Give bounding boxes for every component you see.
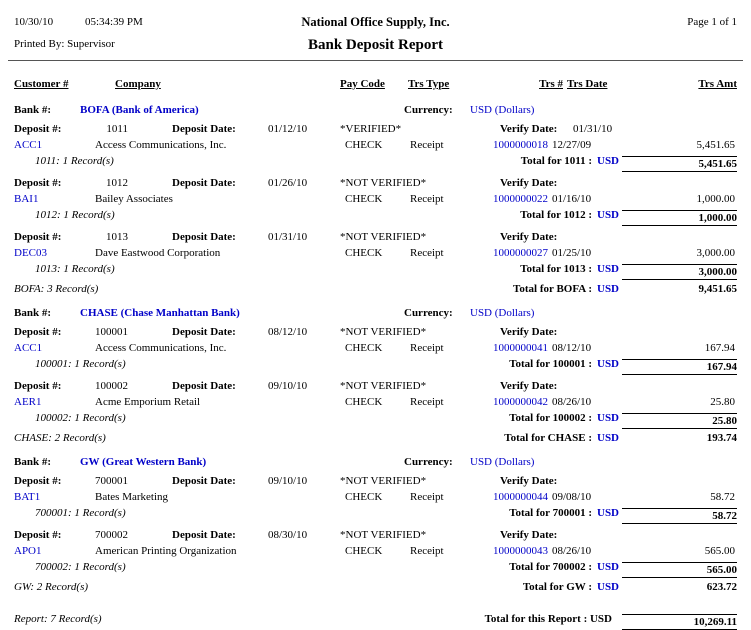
deposit-number: 1012: [106, 177, 128, 189]
deposit-label: Deposit #:: [14, 380, 62, 392]
bank-record-count: GW: 2 Record(s): [14, 581, 89, 593]
transaction-row: [0, 193, 751, 209]
trs-number-value: 1000000022: [493, 193, 548, 205]
trs-number-value: 1000000041: [493, 342, 548, 354]
header-divider: [8, 60, 743, 61]
deposit-date: 09/10/10: [268, 475, 308, 487]
trs-date-value: 01/16/10: [552, 193, 592, 205]
printed-by: Printed By: Supervisor: [14, 38, 115, 50]
report-total-label: Total for this Report : USD: [484, 613, 612, 625]
deposit-subtotal-row: [0, 412, 751, 431]
report-print-time: 05:34:39 PM: [85, 16, 143, 28]
transaction-row: [0, 545, 751, 561]
page-indicator: Page 1 of 1: [687, 16, 737, 28]
deposit-total-label: Total for 700002 :: [509, 561, 592, 573]
deposit-header-row: [0, 380, 751, 396]
customer-company: American Printing Organization: [95, 545, 237, 557]
deposit-total-amount: 5,451.65: [622, 156, 737, 172]
report-record-count: Report: 7 Record(s): [14, 613, 102, 625]
deposit-date-label: Deposit Date:: [172, 380, 236, 392]
deposit-record-count: 100002: 1 Record(s): [35, 412, 126, 424]
deposit-total-label: Total for 100001 :: [509, 358, 592, 370]
report-total-amount: 10,269.11: [622, 614, 737, 630]
deposit-header-row: [0, 177, 751, 193]
deposit-date-label: Deposit Date:: [172, 326, 236, 338]
trs-amount-value: 25.80: [710, 396, 735, 408]
trs-date-value: 08/12/10: [552, 342, 592, 354]
transaction-row: [0, 139, 751, 155]
bank-record-count: BOFA: 3 Record(s): [14, 283, 99, 295]
verify-status: *VERIFIED*: [340, 123, 402, 135]
deposit-header-row: [0, 475, 751, 491]
deposit-number: 100001: [95, 326, 128, 338]
deposit-date-label: Deposit Date:: [172, 231, 236, 243]
currency-value: USD (Dollars): [470, 307, 535, 319]
company-name: National Office Supply, Inc.: [301, 15, 450, 29]
trs-number-value: 1000000042: [493, 396, 548, 408]
deposit-record-count: 100001: 1 Record(s): [35, 358, 126, 370]
deposit-number: 1011: [106, 123, 128, 135]
deposit-subtotal-row: [0, 507, 751, 526]
bank-total-amount: 193.74: [706, 432, 737, 444]
deposit-date: 09/10/10: [268, 380, 308, 392]
total-currency-code: USD: [597, 561, 620, 573]
deposit-label: Deposit #:: [14, 123, 62, 135]
deposit-date-label: Deposit Date:: [172, 177, 236, 189]
currency-label: Currency:: [404, 307, 453, 319]
total-currency-code: USD: [597, 209, 620, 221]
report-title: Bank Deposit Report: [307, 37, 443, 53]
transaction-row: [0, 491, 751, 507]
deposit-number: 1013: [106, 231, 128, 243]
deposit-subtotal-row: [0, 561, 751, 580]
trs-date-value: 08/26/10: [552, 545, 592, 557]
bank-total-label: Total for GW :: [522, 581, 592, 593]
deposit-total-amount: 25.80: [622, 413, 737, 429]
deposit-subtotal-row: [0, 155, 751, 174]
verify-date-label: Verify Date:: [500, 475, 558, 487]
deposit-total-amount: 167.94: [622, 359, 737, 375]
trs-type-value: Receipt: [410, 545, 444, 557]
deposit-label: Deposit #:: [14, 231, 62, 243]
customer-code: APO1: [14, 545, 42, 557]
report-print-date: 10/30/10: [14, 16, 54, 28]
customer-code: BAI1: [14, 193, 39, 205]
total-currency-code: USD: [597, 412, 620, 424]
total-currency-code: USD: [597, 283, 620, 295]
trs-amount-value: 3,000.00: [696, 247, 735, 259]
customer-code: BAT1: [14, 491, 41, 503]
bank-label: Bank #:: [14, 104, 51, 116]
total-currency-code: USD: [597, 358, 620, 370]
deposit-total-amount: 3,000.00: [622, 264, 737, 280]
customer-code: ACC1: [14, 342, 43, 354]
verify-date-label: Verify Date:: [500, 177, 558, 189]
deposit-total-amount: 58.72: [622, 508, 737, 524]
trs-type-value: Receipt: [410, 396, 444, 408]
bank-header-row: [0, 104, 751, 120]
deposit-total-amount: 565.00: [622, 562, 737, 578]
deposit-date: 08/30/10: [268, 529, 308, 541]
pay-code-value: CHECK: [345, 491, 383, 503]
trs-type-value: Receipt: [410, 247, 444, 259]
trs-number-value: 1000000043: [493, 545, 548, 557]
verify-date-label: Verify Date:: [500, 380, 558, 392]
deposit-total-label: Total for 700001 :: [509, 507, 592, 519]
total-currency-code: USD: [597, 581, 620, 593]
verify-status: *NOT VERIFIED*: [340, 231, 427, 243]
trs-amount-value: 1,000.00: [696, 193, 735, 205]
deposit-header-row: [0, 123, 751, 139]
deposit-label: Deposit #:: [14, 475, 62, 487]
deposit-total-label: Total for 100002 :: [509, 412, 592, 424]
verify-date-label: Verify Date:: [500, 326, 558, 338]
customer-company: Access Communications, Inc.: [95, 139, 227, 151]
total-currency-code: USD: [597, 507, 620, 519]
deposit-date-label: Deposit Date:: [172, 475, 236, 487]
transaction-row: [0, 342, 751, 358]
col-trs-type: Trs Type: [408, 78, 450, 90]
pay-code-value: CHECK: [345, 342, 383, 354]
deposit-date-label: Deposit Date:: [172, 123, 236, 135]
currency-label: Currency:: [404, 104, 453, 116]
deposit-subtotal-row: [0, 209, 751, 228]
verify-date-label: Verify Date:: [500, 231, 558, 243]
bank-name: CHASE (Chase Manhattan Bank): [80, 307, 240, 319]
currency-value: USD (Dollars): [470, 456, 535, 468]
deposit-record-count: 700002: 1 Record(s): [35, 561, 126, 573]
bank-label: Bank #:: [14, 307, 51, 319]
trs-date-value: 12/27/09: [552, 139, 592, 151]
customer-code: AER1: [14, 396, 42, 408]
col-trs-amount: Trs Amt: [698, 78, 737, 90]
verify-status: *NOT VERIFIED*: [340, 177, 427, 189]
deposit-number: 700001: [95, 475, 128, 487]
pay-code-value: CHECK: [345, 247, 383, 259]
bank-name: GW (Great Western Bank): [80, 456, 207, 468]
col-customer: Customer #: [14, 78, 69, 90]
deposit-header-row: [0, 326, 751, 342]
deposit-total-amount: 1,000.00: [622, 210, 737, 226]
deposit-record-count: 1013: 1 Record(s): [35, 263, 115, 275]
deposit-record-count: 1012: 1 Record(s): [35, 209, 115, 221]
bank-total-amount: 9,451.65: [698, 283, 737, 295]
col-company: Company: [115, 78, 161, 90]
trs-number-value: 1000000044: [493, 491, 548, 503]
customer-code: ACC1: [14, 139, 43, 151]
bank-total-amount: 623.72: [706, 581, 737, 593]
deposit-total-label: Total for 1013 :: [520, 263, 592, 275]
total-currency-code: USD: [597, 432, 620, 444]
deposit-number: 100002: [95, 380, 128, 392]
total-currency-code: USD: [597, 263, 620, 275]
trs-type-value: Receipt: [410, 193, 444, 205]
bank-label: Bank #:: [14, 456, 51, 468]
deposit-label: Deposit #:: [14, 326, 62, 338]
deposit-subtotal-row: [0, 263, 751, 282]
customer-company: Bates Marketing: [95, 491, 169, 503]
trs-type-value: Receipt: [410, 139, 444, 151]
pay-code-value: CHECK: [345, 193, 383, 205]
deposit-label: Deposit #:: [14, 529, 62, 541]
trs-date-value: 01/25/10: [552, 247, 592, 259]
deposit-number: 700002: [95, 529, 128, 541]
deposit-record-count: 700001: 1 Record(s): [35, 507, 126, 519]
bank-total-row: [0, 283, 751, 301]
trs-amount-value: 167.94: [704, 342, 735, 354]
bank-header-row: [0, 456, 751, 472]
verify-status: *NOT VERIFIED*: [340, 475, 427, 487]
total-currency-code: USD: [597, 155, 620, 167]
deposit-date: 01/12/10: [268, 123, 308, 135]
col-trs-date: Trs Date: [567, 78, 608, 90]
bank-total-label: Total for BOFA :: [513, 283, 592, 295]
deposit-header-row: [0, 231, 751, 247]
trs-amount-value: 58.72: [710, 491, 735, 503]
column-header-row: [0, 78, 751, 96]
col-pay-code: Pay Code: [340, 78, 385, 90]
pay-code-value: CHECK: [345, 396, 383, 408]
verify-status: *NOT VERIFIED*: [340, 380, 427, 392]
customer-company: Access Communications, Inc.: [95, 342, 227, 354]
trs-date-value: 08/26/10: [552, 396, 592, 408]
verify-date-label: Verify Date:: [500, 123, 558, 135]
bank-total-row: [0, 432, 751, 450]
verify-date: 01/31/10: [573, 123, 613, 135]
report-body: [0, 98, 751, 630]
deposit-total-label: Total for 1012 :: [520, 209, 592, 221]
transaction-row: [0, 396, 751, 412]
customer-code: DEC03: [14, 247, 47, 259]
transaction-row: [0, 247, 751, 263]
trs-number-value: 1000000027: [493, 247, 548, 259]
deposit-date: 01/26/10: [268, 177, 308, 189]
pay-code-value: CHECK: [345, 545, 383, 557]
customer-company: Dave Eastwood Corporation: [95, 247, 221, 259]
trs-type-value: Receipt: [410, 342, 444, 354]
trs-number-value: 1000000018: [493, 139, 548, 151]
currency-value: USD (Dollars): [470, 104, 535, 116]
deposit-record-count: 1011: 1 Record(s): [35, 155, 114, 167]
deposit-total-label: Total for 1011 :: [520, 155, 592, 167]
bank-record-count: CHASE: 2 Record(s): [14, 432, 106, 444]
bank-header-row: [0, 307, 751, 323]
report-total-row: [0, 613, 751, 630]
bank-total-row: [0, 581, 751, 599]
deposit-subtotal-row: [0, 358, 751, 377]
bank-name: BOFA (Bank of America): [80, 104, 199, 116]
verify-status: *NOT VERIFIED*: [340, 326, 427, 338]
deposit-date: 08/12/10: [268, 326, 308, 338]
trs-date-value: 09/08/10: [552, 491, 592, 503]
verify-date-label: Verify Date:: [500, 529, 558, 541]
bank-total-label: Total for CHASE :: [504, 432, 592, 444]
trs-type-value: Receipt: [410, 491, 444, 503]
deposit-date: 01/31/10: [268, 231, 308, 243]
customer-company: Acme Emporium Retail: [95, 396, 201, 408]
trs-amount-value: 565.00: [704, 545, 735, 557]
currency-label: Currency:: [404, 456, 453, 468]
col-trs-number: Trs #: [539, 78, 563, 90]
customer-company: Bailey Associates: [95, 193, 173, 205]
deposit-header-row: [0, 529, 751, 545]
trs-amount-value: 5,451.65: [696, 139, 735, 151]
deposit-label: Deposit #:: [14, 177, 62, 189]
verify-status: *NOT VERIFIED*: [340, 529, 427, 541]
pay-code-value: CHECK: [345, 139, 383, 151]
deposit-date-label: Deposit Date:: [172, 529, 236, 541]
